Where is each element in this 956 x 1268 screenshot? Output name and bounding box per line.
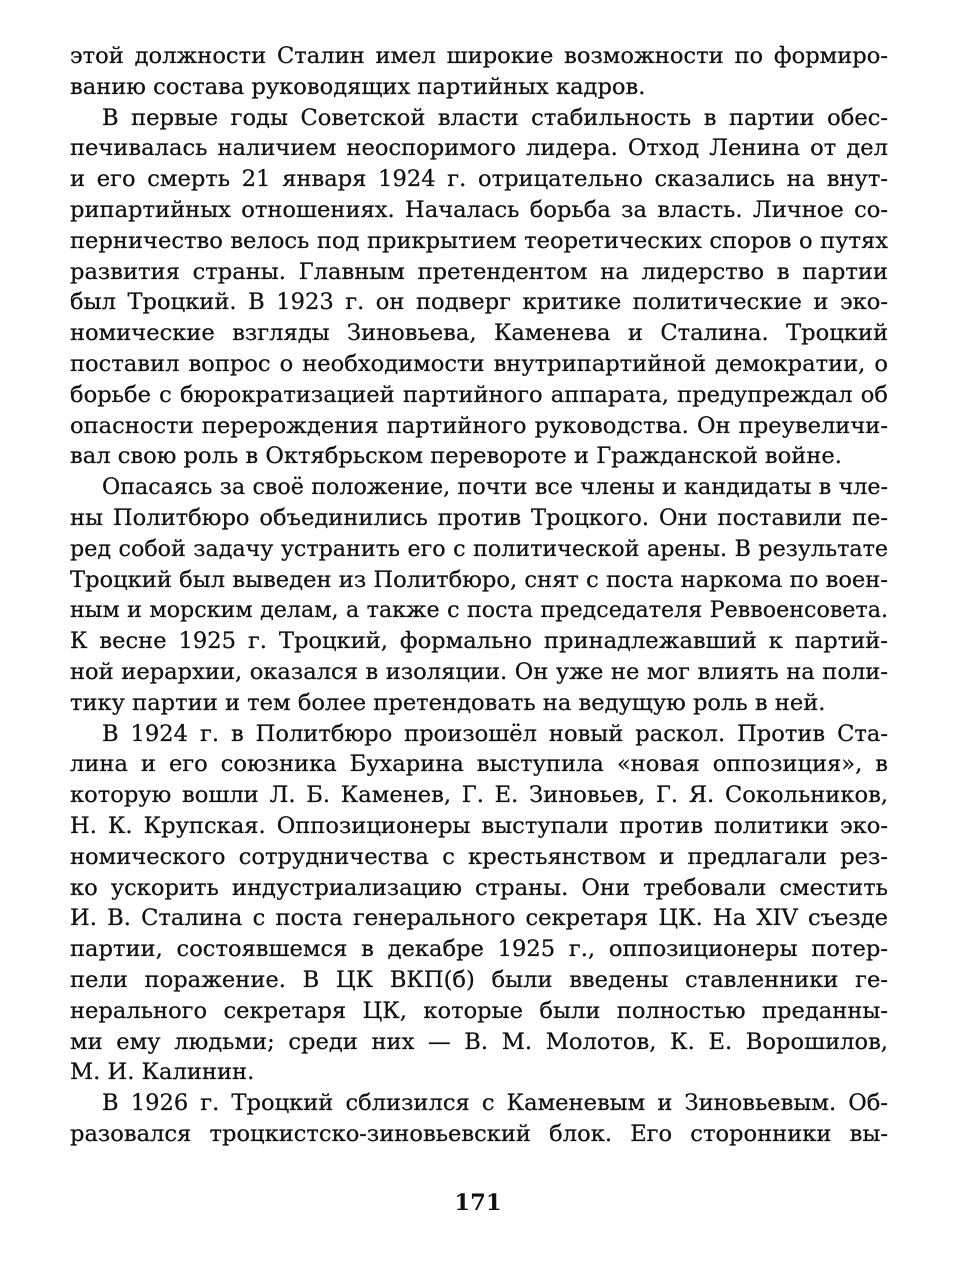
text-line: нерального секретаря ЦК, которые были полностью преданны- (70, 997, 888, 1024)
paragraph (70, 472, 888, 718)
text-line: ны Политбюро объединились против Троцкого. Они поставили пе- (70, 504, 888, 531)
text-line: номического сотрудничества с крестьянством и предлагали рез- (70, 843, 888, 870)
text-line: перничество велось под прикрытием теоретических споров о путях (70, 227, 888, 254)
text-line: Опасаясь за своё положение, почти все члены и кандидаты в чле- (102, 474, 888, 501)
text-line: пели поражение. В ЦК ВКП(б) были введены ставленники ге- (70, 966, 888, 993)
text-line: ванию состава руководящих партийных кадров. (70, 73, 646, 100)
text-line: номические взгляды Зиновьева, Каменева и Сталина. Троцкий (70, 320, 888, 347)
text-line: поставил вопрос о необходимости внутрипартийной демократии, о (70, 350, 888, 377)
text-line: был Троцкий. В 1923 г. он подверг критике политические и эко- (70, 289, 888, 316)
text-line: К весне 1925 г. Троцкий, формально принадлежавший к партий- (70, 628, 888, 655)
text-line: ной иерархии, оказался в изоляции. Он уже не мог влиять на поли- (70, 658, 888, 685)
text-line: ным и морским делам, а также с поста председателя Реввоенсовета. (70, 597, 888, 624)
paragraph (70, 719, 888, 1089)
text-line: В первые годы Советской власти стабильность в партии обес- (102, 104, 888, 131)
page-body (70, 41, 888, 1150)
text-line: лина и его союзника Бухарина выступила «новая оппозиция», в (70, 751, 888, 778)
text-line: И. В. Сталина с поста генерального секретаря ЦК. На XIV съезде (70, 905, 888, 932)
paragraph (70, 1088, 888, 1150)
text-line: опасности перерождения партийного руководства. Он преувеличи- (70, 412, 888, 439)
paragraph (70, 103, 888, 473)
text-line: партии, состоявшемся в декабре 1925 г., оппозиционеры потер- (70, 936, 888, 963)
text-line: развития страны. Главным претендентом на лидерство в партии (70, 258, 888, 285)
paragraph (70, 41, 888, 103)
text-line: вал свою роль в Октябрьском перевороте и Гражданской войне. (70, 443, 842, 470)
text-line: разовался троцкистско-зиновьевский блок. Его сторонники вы- (70, 1120, 888, 1147)
text-line: М. И. Калинин. (70, 1059, 255, 1086)
text-line: ми ему людьми; среди них — В. М. Молотов, К. Е. Ворошилов, (70, 1028, 888, 1055)
text-line: тику партии и тем более претендовать на ведущую роль в ней. (70, 689, 826, 716)
text-line: Н. К. Крупская. Оппозиционеры выступали против политики эко- (70, 812, 888, 839)
text-line: В 1926 г. Троцкий сблизился с Каменевым и Зиновьевым. Об- (102, 1090, 888, 1117)
text-line: борьбе с бюрократизацией партийного аппарата, предупреждал об (70, 381, 888, 408)
text-line: и его смерть 21 января 1924 г. отрицательно сказались на внут- (70, 166, 888, 193)
text-line: ко ускорить индустриализацию страны. Они требовали сместить (70, 874, 888, 901)
text-line: рипартийных отношениях. Началась борьба за власть. Личное со- (70, 196, 888, 223)
text-line: печивалась наличием неоспоримого лидера. Отход Ленина от дел (70, 135, 888, 162)
text-line: которую вошли Л. Б. Каменев, Г. Е. Зиновьев, Г. Я. Сокольников, (70, 782, 888, 809)
page-number: 171 (454, 1190, 502, 1216)
text-line: Троцкий был выведен из Политбюро, снят с поста наркома по воен- (70, 566, 888, 593)
text-line: этой должности Сталин имел широкие возможности по формиро- (70, 43, 888, 69)
text-line: В 1924 г. в Политбюро произошёл новый раскол. Против Ста- (102, 720, 888, 747)
text-line: ред собой задачу устранить его с политической арены. В результате (70, 535, 888, 562)
